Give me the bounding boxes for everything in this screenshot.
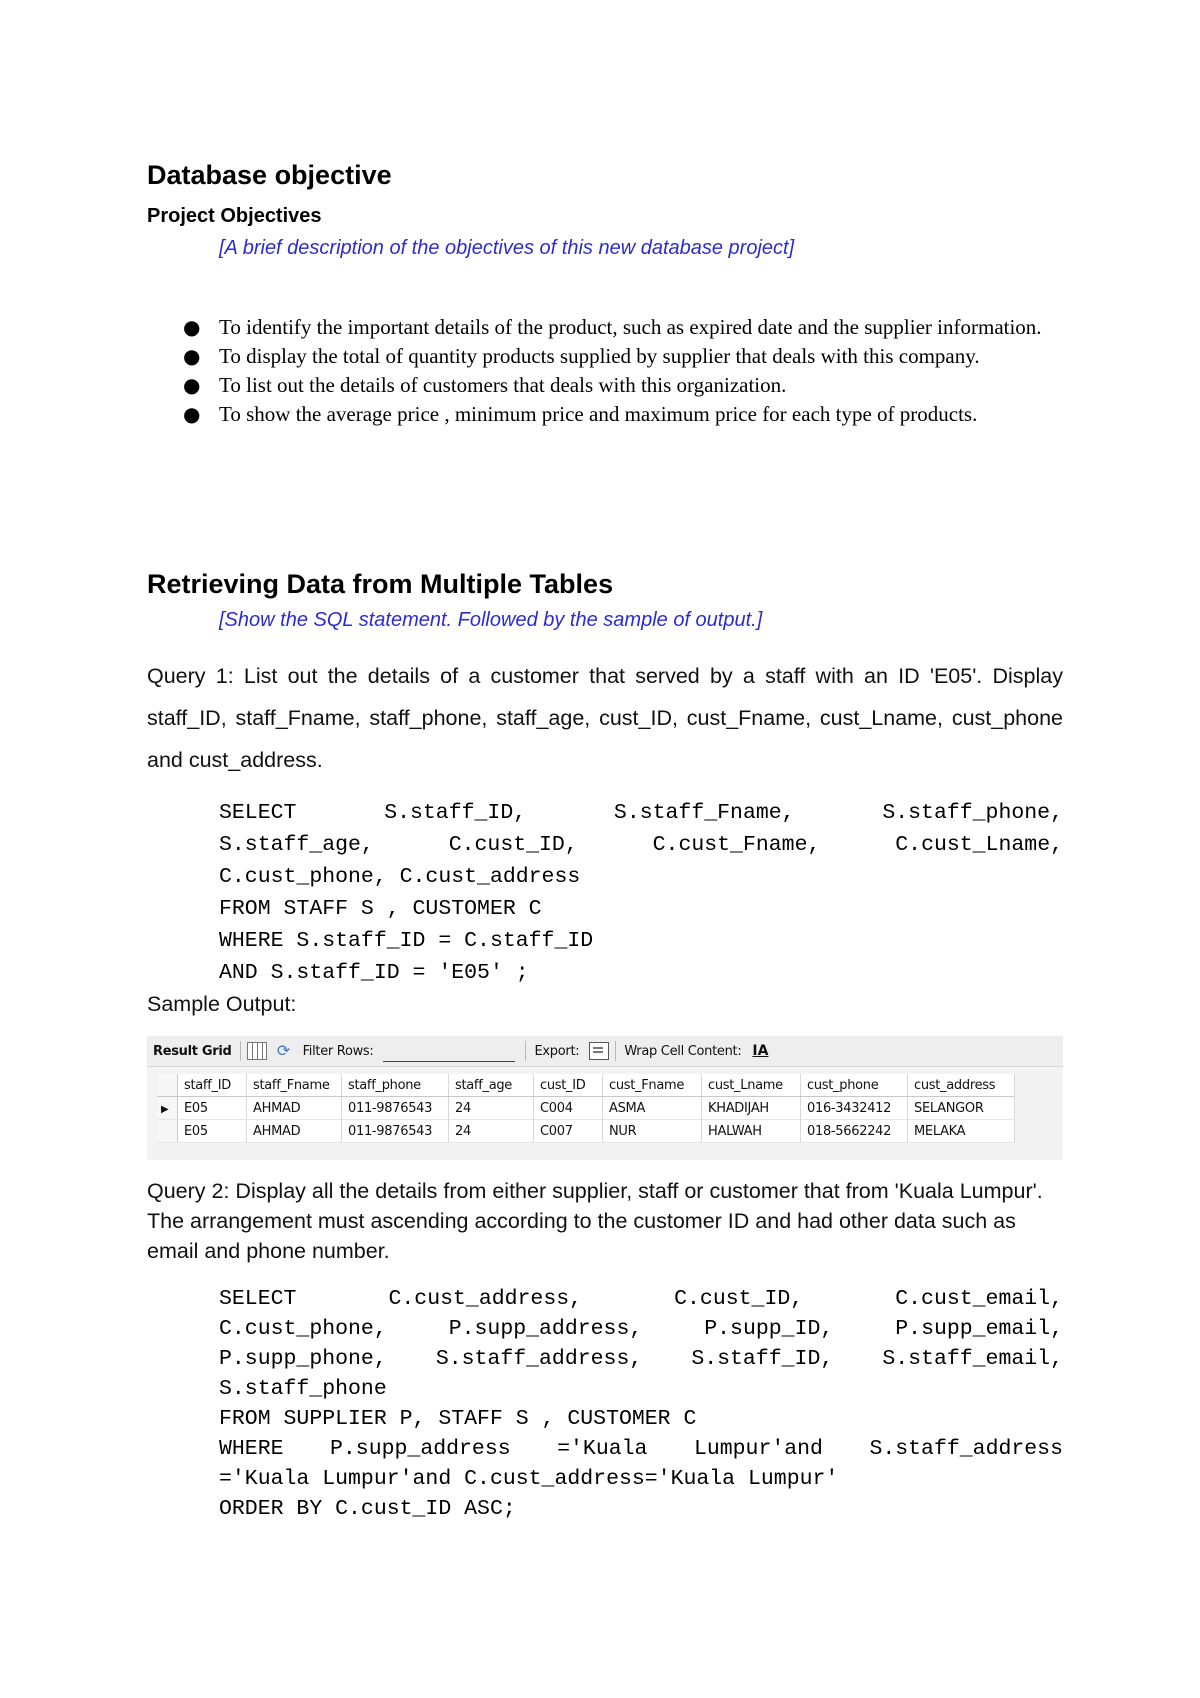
- column-header[interactable]: cust_phone: [801, 1074, 908, 1097]
- toolbar-divider: [615, 1041, 616, 1061]
- wrap-cell-icon[interactable]: IA: [752, 1043, 769, 1059]
- sql-line: P.supp_phone, S.staff_address, S.staff_ID, S.staff_email,: [219, 1347, 1063, 1371]
- table-cell[interactable]: E05: [178, 1097, 247, 1120]
- column-header[interactable]: staff_age: [449, 1074, 534, 1097]
- sql-line: C.cust_phone, C.cust_address: [219, 865, 581, 889]
- row-selector[interactable]: [157, 1097, 178, 1120]
- table-cell[interactable]: KHADIJAH: [702, 1097, 801, 1120]
- table-cell[interactable]: MELAKA: [908, 1120, 1015, 1143]
- result-table: [157, 1074, 1015, 1143]
- table-cell[interactable]: AHMAD: [247, 1097, 342, 1120]
- table-cell[interactable]: C004: [534, 1097, 603, 1120]
- column-header[interactable]: cust_Fname: [603, 1074, 702, 1097]
- sql-line: AND S.staff_ID = 'E05' ;: [219, 961, 529, 985]
- bullet-icon: ●: [183, 402, 201, 426]
- bullet-icon: ●: [183, 373, 201, 397]
- table-cell[interactable]: 016-3432412: [801, 1097, 908, 1120]
- table-cell[interactable]: HALWAH: [702, 1120, 801, 1143]
- list-item: ● To show the average price , minimum price and maximum price for each type of products.: [147, 400, 1063, 429]
- heading-database-objective: Database objective: [147, 160, 392, 190]
- filter-rows-input[interactable]: [383, 1041, 515, 1062]
- sql-line: S.staff_phone: [219, 1377, 387, 1401]
- column-header[interactable]: staff_phone: [342, 1074, 449, 1097]
- table-cell[interactable]: AHMAD: [247, 1120, 342, 1143]
- sql-line: FROM SUPPLIER P, STAFF S , CUSTOMER C: [219, 1407, 697, 1431]
- objectives-list: [147, 313, 1063, 429]
- query2-description: Query 2: Display all the details from either supplier, staff or customer that from 'Kuala Lumpur'. The arrangement must ascending according to the customer ID and had other data such as email and phone number.: [147, 1179, 1043, 1263]
- toolbar-divider: [240, 1041, 241, 1061]
- wrap-cell-label: Wrap Cell Content:: [624, 1043, 742, 1059]
- table-cell[interactable]: 011-9876543: [342, 1120, 449, 1143]
- sql-line: S.staff_age, C.cust_ID, C.cust_Fname, C.cust_Lname,: [219, 833, 1063, 857]
- sql-line: ='Kuala Lumpur'and C.cust_address='Kuala Lumpur': [219, 1467, 839, 1491]
- sql-line: WHERE S.staff_ID = C.staff_ID: [219, 929, 594, 953]
- list-item: ● To identify the important details of the product, such as expired date and the supplier information.: [147, 313, 1063, 342]
- table-header-row: [157, 1074, 1015, 1097]
- sample-output-label: Sample Output:: [147, 992, 297, 1016]
- table-cell[interactable]: E05: [178, 1120, 247, 1143]
- row-selector[interactable]: [157, 1120, 178, 1143]
- list-item: ● To list out the details of customers that deals with this organization.: [147, 371, 1063, 400]
- table-cell[interactable]: 24: [449, 1120, 534, 1143]
- sql-line: SELECT S.staff_ID, S.staff_Fname, S.staff_phone,: [219, 801, 1063, 825]
- result-grid-tab[interactable]: Result Grid: [153, 1043, 232, 1059]
- bullet-icon: ●: [183, 344, 201, 368]
- sql-line: FROM STAFF S , CUSTOMER C: [219, 897, 542, 921]
- table-cell[interactable]: 24: [449, 1097, 534, 1120]
- column-header[interactable]: cust_Lname: [702, 1074, 801, 1097]
- table-cell[interactable]: NUR: [603, 1120, 702, 1143]
- refresh-icon[interactable]: ⟳: [276, 1041, 291, 1060]
- sql-line: C.cust_phone, P.supp_address, P.supp_ID, P.supp_email,: [219, 1317, 1063, 1341]
- sql-line: WHERE P.supp_address ='Kuala Lumpur'and S.staff_address: [219, 1437, 1063, 1461]
- current-row-icon: ▶: [161, 1103, 169, 1115]
- table-cell[interactable]: C007: [534, 1120, 603, 1143]
- query2-sql: [219, 1284, 1063, 1524]
- subheading-project-objectives: Project Objectives: [147, 205, 322, 227]
- column-header[interactable]: staff_ID: [178, 1074, 247, 1097]
- row-header-corner: [157, 1074, 178, 1097]
- result-grid-toolbar: [147, 1036, 1063, 1067]
- result-grid-panel: [147, 1036, 1063, 1160]
- table-cell[interactable]: 018-5662242: [801, 1120, 908, 1143]
- column-header[interactable]: staff_Fname: [247, 1074, 342, 1097]
- query1-description: Query 1: List out the details of a customer that served by a staff with an ID 'E05'. Display staff_ID, staff_Fname, staff_phone, staff_age, cust_ID, cust_Fname, cust_Lname, cust_phone and cust_address.: [147, 664, 1063, 772]
- table-cell[interactable]: 011-9876543: [342, 1097, 449, 1120]
- grid-view-icon[interactable]: [247, 1042, 267, 1060]
- sql-line: ORDER BY C.cust_ID ASC;: [219, 1497, 516, 1521]
- column-header[interactable]: cust_ID: [534, 1074, 603, 1097]
- table-cell[interactable]: ASMA: [603, 1097, 702, 1120]
- list-item: ● To display the total of quantity products supplied by supplier that deals with this company.: [147, 342, 1063, 371]
- objectives-note: [A brief description of the objectives of this new database project]: [219, 237, 795, 259]
- table-cell[interactable]: SELANGOR: [908, 1097, 1015, 1120]
- table-row[interactable]: [157, 1097, 1015, 1120]
- column-header[interactable]: cust_address: [908, 1074, 1015, 1097]
- export-icon[interactable]: [589, 1042, 609, 1060]
- query1-sql: [219, 797, 1063, 989]
- bullet-icon: ●: [183, 315, 201, 339]
- filter-rows-label: Filter Rows:: [302, 1043, 374, 1059]
- table-row[interactable]: [157, 1120, 1015, 1143]
- toolbar-divider: [525, 1041, 526, 1061]
- sql-note: [Show the SQL statement. Followed by the sample of output.]: [219, 609, 763, 631]
- sql-line: SELECT C.cust_address, C.cust_ID, C.cust_email,: [219, 1287, 1063, 1311]
- export-label: Export:: [534, 1043, 580, 1059]
- heading-retrieving-data: Retrieving Data from Multiple Tables: [147, 569, 614, 599]
